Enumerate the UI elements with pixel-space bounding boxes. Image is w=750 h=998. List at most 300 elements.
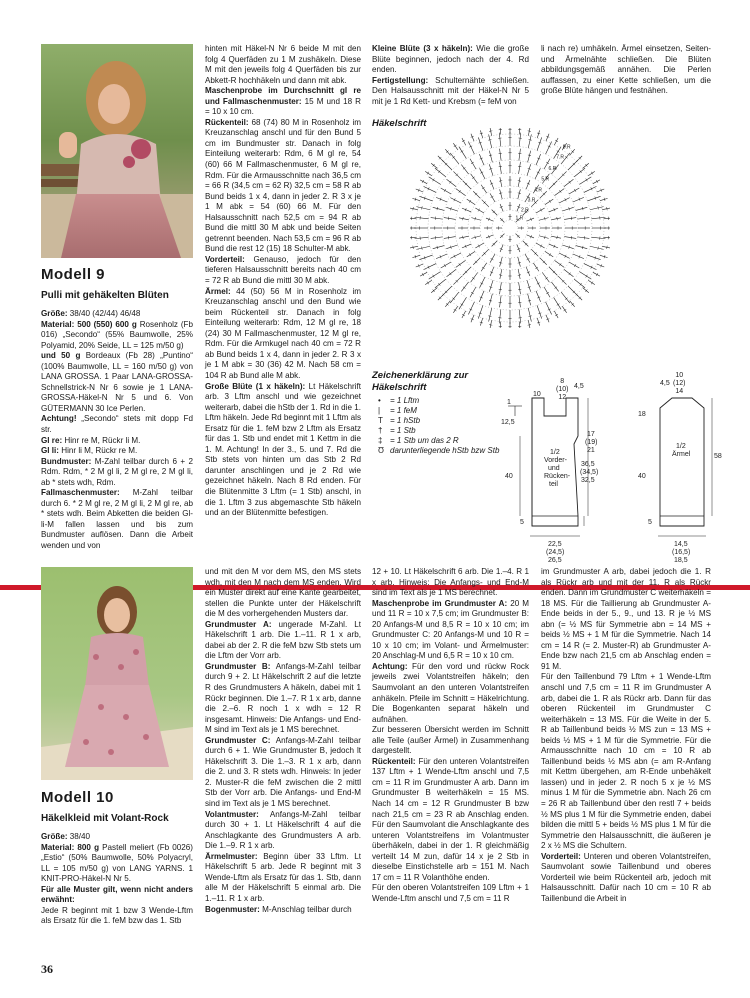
crochet-stitch [489, 280, 493, 291]
crochet-ring [468, 186, 552, 270]
m9c1-para [41, 351, 193, 414]
crochet-stitch [600, 255, 608, 257]
crochet-stitch [519, 282, 521, 294]
crochet-stitch [461, 282, 468, 292]
crochet-stitch [519, 128, 520, 134]
sb-top-mid-b: 8 (10) 12 [556, 378, 569, 401]
crochet-stitch [558, 171, 566, 179]
legend-item [378, 396, 508, 406]
m9c2-para-text: Lt Häkelschrift arb. 3 Lftm anschl und wie gezeichnet weiterarb, dabei die hStb der 1. Rd in die 1. Lftm häkeln. Jede Rd beginnt mit 1 Lftm als Ersatz für die 1. feM bzw 2 Lftm als Ersatz für das 1. Stb und endet mit 1 Kettm in die 1. M. Achtung! In der 3., 5. und 7. Rd die Stb stets von hinten um das Stb 2 Rd darunter anschlingen und je 2 Rd wie gezeichnet häkeln. Nach 8 Rd enden. Für die Blütenmitte 3 Lftm (= 1 Stb) anschl, in die 1. Lftm 3 zus abgemaschte Stb häkeln und an der Blütenmitte befestigen. [205, 381, 362, 518]
model9-col2 [205, 44, 361, 519]
m10c1-para-label: Material: 800 g [41, 842, 100, 852]
crochet-stitch-bar [499, 181, 502, 182]
crochet-stitch [446, 245, 457, 249]
crochet-stitch-bar [461, 151, 464, 153]
m10c4-para-label: Vorderteil: [541, 851, 581, 861]
crochet-stitch-bar [557, 236, 558, 239]
crochet-stitch [489, 151, 492, 163]
crochet-stitch [419, 255, 432, 260]
crochet-stitch [535, 277, 540, 288]
crochet-stitch [419, 196, 432, 201]
m9c2-para-text: Genauso, jedoch für den tieferen Halsausschnitt bereits nach 40 cm = 72 R ab Bund die mittl 30 M abk. [205, 254, 361, 286]
crochet-stitch [429, 272, 441, 279]
m10c3-para-text: Für den unteren Volantstreifen 137 Lftm + 1 Wende-Lftm anschl und 7,5 cm = 11 R im Grundmuster A arb. Dann im Grundmuster B weiterhäkeln = 15 MS. Nach 14 cm = 12 R Grundmuster B bzw nach 21,5 cm = 23 R ab Anschlag enden. Für den Saumvolant die Anschlagkante des unteren Volantstreifens im Volantmuster überhäkeln, dabei in der 1. R gleichmäßig verteilt 14 M zun, dafür 14 x je 2 Stb in dieselbe Einstichstelle arb = 151 M. Nach 17 cm = 11 R Volanthöhe enden. [372, 756, 529, 882]
crochet-stitch [519, 322, 520, 328]
crochet-stitch [444, 237, 456, 239]
crochet-stitch-bar [591, 172, 593, 175]
crochet-stitch [479, 154, 484, 165]
legend-item [378, 446, 508, 456]
crochet-stitch [500, 257, 503, 267]
crochet-stitch [489, 164, 493, 175]
crochet-stitch [500, 322, 501, 328]
crochet-stitch [516, 234, 520, 238]
crochet-stitch-bar [422, 206, 423, 209]
crochet-stitch [480, 277, 485, 288]
crochet-stitch-bar [557, 151, 560, 153]
crochet-stitch [447, 269, 457, 276]
crochet-stitch [416, 264, 423, 267]
crochet-stitch [473, 258, 480, 265]
m9c1-para-text: M-Zahl teilbar durch 6. * 2 M gl re, 2 M gl li, 2 M gl re, ab * stets wdh. Beim Abketten die beiden Gl-li-M fallen lassen und bis zum Bundmuster auflösen. Dann die Arbeit wenden und von [41, 488, 193, 551]
crochet-stitch [584, 186, 597, 192]
crochet-stitch [597, 189, 604, 192]
crochet-stitch [546, 142, 552, 155]
crochet-stitch [481, 185, 487, 193]
crochet-stitch [554, 260, 564, 267]
crochet-stitch [435, 168, 446, 177]
sb-top-left: 1 [507, 399, 511, 406]
crochet-stitch [587, 196, 600, 201]
legend-title: Zeichenerklärung zur Häkelschrift [372, 370, 469, 393]
crochet-stitch [527, 280, 531, 291]
crochet-stitch-bar [454, 309, 457, 311]
haekelschrift-title: Häkelschrift [372, 118, 427, 129]
page-number: 36 [41, 962, 53, 976]
sb-width-3: 26,5 [548, 557, 562, 564]
crochet-stitch [431, 163, 437, 168]
model9-subtitle: Pulli mit gehäkelten Blüten [41, 290, 169, 301]
m10c3-para-text: Für den vord und rückw Rock jeweils zwei Volantstreifen häkeln; den Saumvolant an den unteren Volantstreifen anhäkeln. Pfeile im Schnitt = Häkelrichtung. Die Bogenkanten separat häkeln und aufnähen. [372, 661, 529, 724]
crochet-stitch-bar [463, 217, 464, 220]
crochet-stitch [569, 188, 579, 194]
sb-side-1: 36,5 [581, 461, 595, 468]
crochet-stitch [569, 262, 579, 268]
crochet-stitch-bar [489, 325, 492, 326]
m9c2-para [205, 382, 361, 519]
crochet-stitch [577, 237, 589, 239]
crochet-stitch-bar [559, 263, 561, 266]
m10c1-para-text: Pastell meliert (Fb 0026) „Estio“ (50% Baumwolle, 50% Polyacryl, LL = 105 m/50 g) von LANG YARNS. 1 KNIT-PRO-Häkel-N Nr 5. [41, 842, 193, 884]
crochet-stitch-bar [559, 190, 561, 193]
crochet-stitch [410, 246, 418, 248]
crochet-stitch-bar [571, 236, 572, 239]
crochet-stitch [500, 282, 502, 294]
crochet-stitch [562, 207, 573, 211]
crochet-stitch-bar [488, 140, 491, 141]
m10c2-para-text: Anfangs-M-Zahl teilbar durch 6 + 1. Wie Grundmuster B, jedoch lt Häkelschrift 3. Die 1.–3. R 1 x arb, dann die 2. und 3. R stets wdh. Hinweis: In jeder 2. Muster-R die feM zwischen die 2 mittl Stb der Vorr arb. Die Anfangs- und End-M sind im Text als je 1 MS berechnet. [205, 735, 361, 809]
crochet-stitch [442, 286, 452, 296]
crochet-stitch-bar [518, 275, 521, 276]
crochet-stitch [527, 218, 534, 221]
crochet-stitch [500, 128, 501, 134]
m9c1-para-label: Material: 500 (550) 600 g [41, 319, 137, 329]
m10c1-para-label: Größe: [41, 832, 68, 841]
crochet-stitch [453, 171, 461, 179]
legend-item [378, 416, 508, 426]
m10c2-para-label: Bogenmuster: [205, 904, 260, 914]
crochet-stitch [459, 236, 469, 238]
crochet-stitch [480, 318, 482, 326]
crochet-stitch [459, 297, 466, 309]
crochet-stitch [545, 251, 553, 257]
m9c4-para-text: li nach re) umhäkeln. Ärmel einsetzen, Seiten- und Ärmelnähte schließen. Die Blüten abbildungsgemäß annähen. Die Perlen auffassen, zu einer Kette schließen, um die große Blüte hängen und festnähen. [541, 44, 711, 96]
sb-top-mid-a: 10 [533, 391, 541, 398]
crochet-stitch [519, 309, 521, 323]
model9-title: Modell 9 [41, 266, 106, 283]
m9c1-para-text: „Secondo“ stets mit dopp Fd str. [41, 414, 193, 435]
sb-side-3: 32,5 [581, 477, 595, 484]
crochet-stitch [517, 204, 520, 211]
crochet-stitch [527, 235, 534, 238]
m10c3-para-label: Maschenprobe im Grundmuster A: [372, 598, 508, 608]
crochet-stitch [528, 151, 531, 163]
crochet-stitch [492, 210, 498, 216]
legend-list [378, 396, 508, 456]
m10c2-para [205, 852, 361, 905]
m10c2-para-text: Beginn über 33 Lftm. Lt Häkelschrift 5 arb. Jede R beginnt mit 3 Wende-Lftm als Ersatz für das 1. Stb, dann alle M der Häkelschrift 5 einmal arb. Die 1.–11. R 1 x arb. [205, 851, 361, 903]
crochet-stitch [410, 218, 416, 219]
crochet-stitch [462, 208, 471, 212]
m10c3-para [372, 725, 529, 757]
crochet-stitch [471, 174, 478, 184]
model10-col1 [41, 832, 193, 927]
crochet-stitch [579, 177, 591, 184]
crochet-stitch [490, 320, 492, 328]
crochet-stitch [558, 276, 566, 284]
crochet-stitch-bar [499, 166, 502, 167]
model9-col4 [541, 44, 711, 97]
crochet-stitch [559, 198, 570, 203]
crochet-stitch [518, 177, 520, 187]
ss-h1: 18 [638, 411, 646, 418]
m9c1-para-label: Gl re: [41, 435, 63, 445]
schematic-sleeve [630, 376, 740, 566]
crochet-stitch [415, 237, 429, 239]
crochet-stitch [470, 159, 476, 169]
crochet-stitch [470, 287, 476, 297]
crochet-stitch [445, 149, 450, 155]
legend-symbol: | [378, 406, 381, 415]
crochet-stitch-bar [422, 247, 423, 250]
m9c1-para-label: Größe: [41, 309, 68, 318]
crochet-stitch [473, 191, 480, 198]
legend-text: darunterliegende hStb bzw Stb [390, 446, 500, 455]
crochet-stitch-bar [518, 166, 521, 167]
crochet-stitch [568, 160, 578, 170]
sb-top-right: 4,5 [574, 383, 584, 390]
crochet-stitch [500, 162, 502, 174]
m9c4-para [541, 44, 711, 97]
crochet-stitch [500, 204, 503, 211]
model9-photo [41, 44, 193, 258]
m9c2-para [205, 86, 361, 118]
crochet-stitch [576, 156, 582, 162]
crochet-stitch [500, 245, 503, 252]
crochet-stitch [450, 253, 461, 258]
crochet-stitch [489, 134, 492, 148]
sb-width-2: (24,5) [546, 549, 565, 556]
ss-top-b: 10 (12) 14 [673, 372, 686, 395]
crochet-stitch-bar [469, 253, 471, 256]
crochet-stitch-bar [549, 200, 551, 203]
crochet-stitch [574, 168, 585, 177]
crochet-stitch [500, 177, 502, 187]
crochet-stitch [490, 128, 492, 136]
m10c1-para-text: Jede R beginnt mit 1 bzw 3 Wende-Lftm als Ersatz für die 1. feM bzw das 1. Stb [41, 905, 193, 926]
m9c2-para-text: hinten mit Häkel-N Nr 6 beide M mit den folg 4 Querfäden zu 1 M zushäkeln. Diese M mit den jeweils folg 4 Querfäden bis zur Abkett-R hochhäkeln und dann mit abk. [205, 44, 361, 85]
crochet-stitch [424, 186, 437, 192]
crochet-stitch [431, 237, 443, 239]
crochet-stitch [579, 272, 591, 279]
model10-col4 [541, 567, 711, 905]
crochet-stitch-bar [463, 236, 464, 239]
crochet-stitch [447, 179, 457, 186]
m10c4-para-text: Für den Taillenbund 79 Lftm + 1 Wende-Lftm anschl und 7,5 cm = 11 R im Grundmuster A arb, dabei die 1. R als Rückr arb. Dann für das oberen Rückenteil im Grundmuster C weiterhäkeln = 13 MS. Für die Weite in der 5. R ab Taillenbund beids ½ MS zun = 13 MS + beids ½ MS + 1 M für die Symmetrie. Für die Armausschnitte nach 10 cm = 10 R ab Taillenbund beids ½ MS abn (= am R-Anfang mit Kettm übergehen, am R-Ende unbehäkelt lassen) und in jeder 2. R noch 5 x je ½ MS minus 1 M für die Symmetrie abn. Nach 26 cm = 26 R ab Taillenbund über den restl 7 + beids ½ MS plus 1 M für die Symmetrie enden, dabei bilden die mittl 5 + beids ½ MS plus 1 M für die Symmetrie den Halsausschnitt, die äußeren je 2 x ½ MS die Schultern. [541, 672, 711, 851]
crochet-stitch [453, 276, 461, 284]
crochet-stitch [551, 218, 561, 220]
model9-col1 [41, 309, 193, 552]
crochet-stitch [490, 267, 494, 276]
crochet-stitch-bar [433, 275, 435, 278]
schematic-body [500, 376, 615, 566]
crochet-stitch [480, 168, 485, 179]
crochet-stitch [446, 207, 457, 211]
sb-center-4: Rücken- [544, 473, 571, 480]
m10c2-para-label: Grundmuster C: [205, 735, 271, 745]
crochet-stitch [604, 237, 610, 238]
crochet-stitch [500, 189, 503, 199]
crochet-stitch [416, 189, 423, 192]
m10c4-para-text: im Grundmuster A arb, dabei jedoch die 1. R als Rückr arb und mit der 11. R als Rückr enden. Dann im Grundmuster C weiterhäkeln = 18 MS. Für die Taillierung ab Grundmuster A-Ende beids in der 5., 9., und 13. R je ½ MS abn (= ½ MS für Symmetrie abn = 14 MS + beids ½ MS + 1 M für die Symmetrie. Nach 14 cm = 14 R (= 2. Muster-R) ab Grundmuster A-Ende bzw nach 21,5 cm ab Anschlag enden = 91 M. [541, 567, 711, 671]
crochet-stitch [523, 241, 529, 247]
model10-photo [41, 567, 193, 780]
crochet-stitch [450, 153, 459, 164]
m10c3-para-label: Achtung: [372, 661, 408, 671]
crochet-stitch [527, 164, 531, 175]
crochet-stitch [590, 207, 604, 210]
crochet-stitch [562, 245, 573, 249]
model9-col3 [372, 44, 529, 107]
crochet-stitch [518, 189, 521, 199]
crochet-stitch [528, 320, 530, 328]
m10c1-para [41, 843, 193, 885]
crochet-stitch-bar [571, 217, 572, 220]
crochet-row-label: 6.R [548, 165, 557, 172]
crochet-stitch [410, 208, 418, 210]
crochet-stitch [564, 237, 576, 239]
m9c3-para [372, 44, 529, 76]
crochet-stitch [602, 246, 610, 248]
m9c1-para-label: Fallmaschenmuster: [41, 488, 120, 498]
m10c2-para-label: Grundmuster A: [205, 619, 272, 629]
model10-col2 [205, 567, 361, 915]
crochet-stitch-bar [607, 207, 608, 210]
crochet-stitch [537, 130, 539, 138]
m9c1-para-label: Gl li: [41, 446, 59, 456]
m9c1-para-text: M-Zahl teilbar durch 6 + 2 Rdm. Rdm, * 2 M gl li, 2 M gl re, 2 M gl li, ab * stets wdh, Rdm. [41, 456, 193, 487]
crochet-stitch-bar [564, 309, 567, 311]
crochet-stitch [518, 269, 520, 279]
crochet-stitch [546, 134, 549, 141]
crochet-stitch [518, 257, 521, 267]
crochet-stitch [436, 197, 447, 202]
m10c2-para-text: und mit den M vor dem MS, den MS stets wdh, mit den M nach dem MS enden. Wird ein Muster direkt auf eine Kante gearbeitet, stellen die Punkte unter der Häkelschrift die M des vorhergehenden Musters dar. [205, 567, 361, 619]
crochet-stitch [554, 189, 564, 196]
legend-text: = 1 feM [390, 406, 417, 415]
crochet-stitch-bar [433, 179, 435, 182]
crochet-stitch-bar [499, 275, 502, 276]
m10c2-para [205, 620, 361, 662]
ss-bottom-h: 5 [648, 519, 652, 526]
crochet-stitch [568, 286, 578, 296]
m9c2-para-text: 15 M und 18 R = 10 x 10 cm. [205, 96, 361, 117]
sb-h3: 40 [505, 473, 513, 480]
crochet-stitch [531, 249, 538, 256]
crochet-row-label: 3.R [527, 197, 536, 204]
crochet-stitch [544, 287, 550, 297]
crochet-stitch [551, 282, 558, 292]
model10-title: Modell 10 [41, 789, 114, 806]
crochet-stitch-bar [454, 145, 457, 147]
crochet-stitch-bar [529, 140, 532, 141]
m9c2-para [205, 118, 361, 255]
sb-center-2: Vorder- [544, 457, 567, 464]
crochet-stitch [539, 236, 549, 239]
crochet-stitch [528, 134, 531, 148]
crochet-stitch [478, 137, 483, 150]
crochet-stitch [549, 244, 558, 248]
crochet-stitch [517, 245, 520, 252]
legend-text: = 1 Lftm [390, 396, 420, 405]
crochet-stitch [478, 305, 483, 318]
m9c2-para-text: 44 (50) 56 M in Rosenholz im Kreuzanschlag anschl und den Bund wie beim Rückenteil str. Danach in folg Einteilung weiterarb: Rdm, 12 M gl re, 18 (24) 30 M Fallmaschenmuster, 12 M gl re, Rdm. Für die Armkugel nach 40 cm = 72 R ab Bund beids 1 x 4, dann in jeder 2. R 3 x je 1 M abk = 30 (36) 42 M. Nach 58 cm = 104 R ab Bund alle M abk. [205, 286, 361, 380]
crochet-row-label: 7.R [556, 154, 564, 161]
m9c3-para-label: Kleine Blüte (3 x häkeln): [372, 44, 473, 53]
m10c3-para [372, 757, 529, 884]
m10c2-para-text: Anfangs-M-Zahl teilbar durch 30 + 1. Lt Häkelschrift 4 auf die Anschlagkante des Grundmusters A arb. Die 1.–9. R 1 x arb. [205, 809, 361, 851]
crochet-stitch [410, 237, 416, 238]
ss-width-3: 18,5 [674, 557, 688, 564]
ss-top-a: 4,5 [660, 380, 670, 387]
ss-width-2: (16,5) [672, 549, 691, 556]
crochet-stitch [549, 208, 558, 212]
m10c4-para [541, 852, 711, 905]
ss-h3: 40 [638, 473, 646, 480]
crochet-stitch [433, 207, 445, 210]
m10c2-para-label: Ärmelmuster: [205, 851, 258, 861]
m10c3-para-text: Für den oberen Volantstreifen 109 Lftm + 1 Wende-Lftm anschl und 7,5 cm = 11 R [372, 883, 529, 903]
sb-center-5: teil [549, 481, 558, 488]
m9c1-para-label: und 50 g [41, 351, 81, 361]
crochet-stitch [500, 295, 502, 307]
crochet-stitch [467, 199, 475, 205]
m9c2-para-label: Maschenprobe im Durchschnitt gl re und Fallmaschenmuster: [205, 86, 361, 106]
crochet-stitch [463, 181, 471, 189]
m10c3-para-label: Rückenteil: [372, 756, 416, 766]
m10c1-para-text: 38/40 [67, 832, 91, 841]
crochet-stitch [528, 128, 530, 136]
crochet-stitch [462, 244, 471, 248]
crochet-stitch-bar [472, 277, 475, 279]
crochet-stitch-bar [528, 325, 531, 326]
crochet-stitch [577, 218, 589, 220]
crochet-stitch-bar [482, 187, 485, 189]
crochet-ring [502, 220, 518, 236]
legend-item [378, 406, 508, 416]
m10c1-para-label: Für alle Muster gilt, wenn nicht anders erwähnt: [41, 884, 193, 905]
crochet-stitch [576, 207, 588, 210]
crochet-stitch [438, 156, 444, 162]
crochet-stitch [479, 291, 484, 302]
crochet-stitch [528, 294, 531, 306]
m10c2-para-label: Grundmuster B: [205, 661, 271, 671]
crochet-stitch [471, 236, 481, 239]
crochet-stitch [549, 267, 557, 275]
m9c3-para [372, 76, 529, 108]
sb-h2-2: (19) [585, 439, 598, 446]
crochet-stitch-bar [469, 200, 471, 203]
crochet-stitch-bar [549, 253, 551, 256]
legend-symbol: † [378, 426, 383, 435]
m9c1-para-text: 38/40 (42/44) 46/48 [67, 309, 141, 318]
m9c1-para-text: Bordeaux (Fb 28) „Puntino“ (100% Baumwolle, LL = 160 m/50 g) von LANA GROSSA. 1 Paar LANA-GROSSA-Schnellstrick-N Nr 6 sowie je 1 LANA-GROSSA-Häkel-N Nr 5 und 6. Von GÜTERMANN 30 Ice Perlen. [41, 351, 193, 413]
crochet-stitch [499, 309, 501, 323]
crochet-stitch [467, 251, 475, 257]
m10c3-para [372, 883, 529, 904]
crochet-stitch-bar [461, 304, 464, 306]
crochet-stitch-bar [518, 289, 521, 290]
crochet-stitch [429, 177, 441, 184]
m9c3-para-text: Schulternähte schließen. Den Halsausschnitt mit der Häkel-N Nr 5 mit je 1 Rd Kett- und Krebsm (= feM von [372, 75, 529, 106]
m10c4-para-text: Unteren und oberen Volantstreifen, Saumvolant sowie Taillenbund und oberes Vorderteil wie beim Rückenteil arb, jedoch mit Halsausschnitt. Dafür nach 10 cm = 10 R ab Taillenbund die Arbeit in [541, 851, 711, 903]
crochet-stitch [559, 253, 570, 258]
m10c3-para-text: 20 M und 11 R = 10 x 7,5 cm; im Grundmuster B: 20 Anfangs-M und 8,5 R = 10 x 10 cm; im Grundmuster C: 20 Anfangs-M und 10 R = 10 x 10 cm; im Volant- und Ärmelmuster: 20 Anschlag-M und 6,5 R = 10 x 10 cm. [372, 598, 529, 661]
crochet-stitch [537, 305, 542, 318]
crochet-stitch [602, 208, 610, 210]
m9c1-para-text: Hinr li M, Rückr re M. [59, 446, 138, 456]
crochet-stitch [441, 262, 451, 268]
crochet-stitch [412, 198, 420, 200]
crochet-stitch [573, 254, 584, 259]
crochet-stitch [444, 218, 456, 220]
m9c1-para [41, 414, 193, 435]
crochet-stitch-bar [427, 282, 429, 285]
crochet-stitch [500, 269, 502, 279]
crochet-stitch-bar [586, 179, 588, 182]
m9c2-para [205, 287, 361, 382]
crochet-stitch [456, 189, 466, 196]
crochet-stitch [438, 294, 444, 300]
m10c3-para [372, 662, 529, 725]
crochet-stitch [459, 218, 469, 220]
sb-h1: 12,5 [501, 419, 515, 426]
legend-symbol: • [378, 396, 381, 405]
sb-h2-3: 21 [587, 447, 595, 454]
crochet-stitch-bar [499, 289, 502, 290]
m10c2-para-text: M-Anschlag teilbar durch [259, 904, 352, 914]
crochet-stitch [583, 163, 589, 168]
